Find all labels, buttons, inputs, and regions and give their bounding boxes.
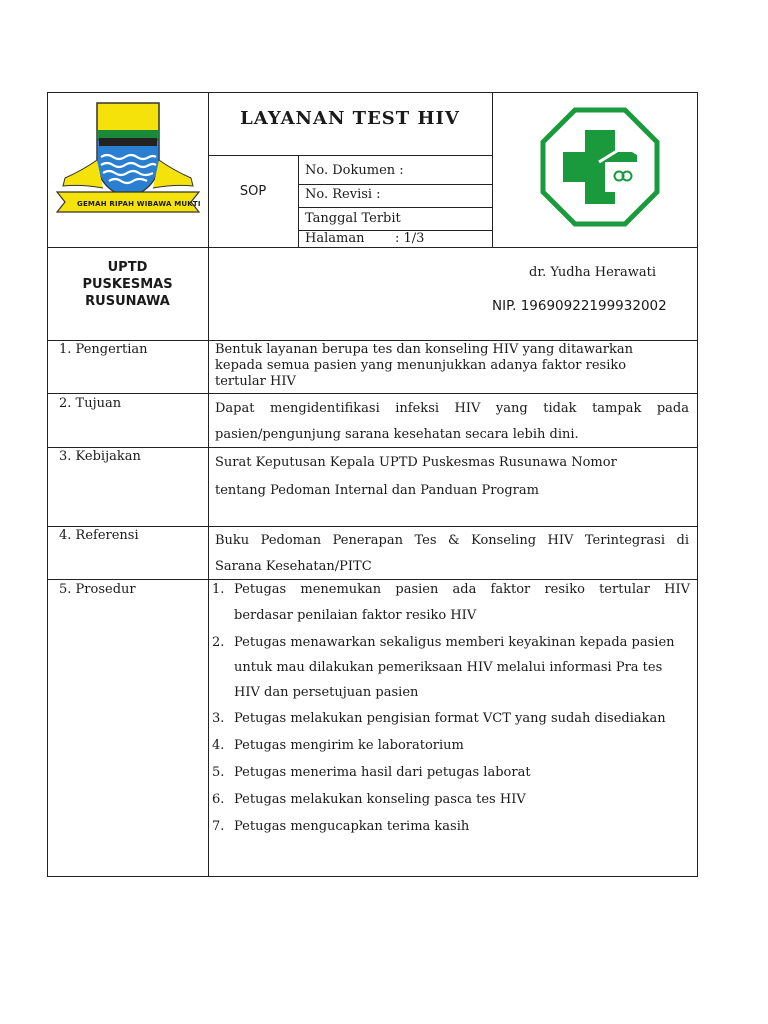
- prosedur-step-number: 2.: [212, 635, 225, 650]
- prosedur-step-line: Petugas melakukan pengisian format VCT yang sudah disediakan: [234, 711, 666, 726]
- meta-line-2: [298, 207, 492, 208]
- pengertian-line: Bentuk layanan berupa tes dan konseling HIV yang ditawarkan: [215, 342, 634, 357]
- org-line-2: PUSKESMAS: [82, 277, 173, 292]
- meta-line-1: [298, 184, 492, 185]
- border-row1-bottom: [47, 393, 698, 394]
- prosedur-step-number: 1.: [212, 582, 225, 597]
- section-label-tujuan: 2. Tujuan: [59, 396, 122, 411]
- emblem-ribbon-text: GEMAH RIPAH WIBAWA MUKTI: [77, 200, 201, 208]
- pengertian-text: [215, 342, 633, 390]
- sop-document: [47, 92, 698, 877]
- prosedur-step-line: Petugas menawarkan sekaligus memberi keyakinan kepada pasien: [234, 635, 675, 650]
- halaman-value: : 1/3: [395, 231, 425, 246]
- border-right: [697, 92, 698, 877]
- column-divider: [208, 92, 209, 877]
- kebijakan-line: Surat Keputusan Kepala UPTD Puskesmas Rusunawa Nomor: [215, 455, 617, 470]
- section-label-referensi: 4. Referensi: [59, 528, 139, 543]
- border-bottom: [47, 876, 698, 877]
- tujuan-text: [215, 396, 689, 448]
- prosedur-step-line: Petugas mengucapkan terima kasih: [234, 819, 470, 834]
- border-top: [47, 92, 698, 93]
- prosedur-step-number: 5.: [212, 765, 225, 780]
- prosedur-step-line: Petugas menerima hasil dari petugas laborat: [234, 765, 531, 780]
- prosedur-step-number: 4.: [212, 738, 225, 753]
- border-org-bottom: [47, 340, 698, 341]
- signer-nip: NIP. 19690922199932002: [492, 298, 667, 314]
- kebijakan-line: tentang Pedoman Internal dan Panduan Program: [215, 483, 539, 498]
- section-label-kebijakan: 3. Kebijakan: [59, 449, 141, 464]
- pengertian-line: tertular HIV: [215, 374, 296, 389]
- signer-name: dr. Yudha Herawati: [529, 265, 657, 280]
- tujuan-line: pasien/pengunjung sarana kesehatan secara lebih dini.: [215, 427, 579, 442]
- referensi-text: [215, 528, 689, 580]
- tanggal-terbit-label: Tanggal Terbit: [305, 211, 401, 226]
- border-left: [47, 92, 48, 877]
- prosedur-step-line: Petugas mengirim ke laboratorium: [234, 738, 464, 753]
- tujuan-line: Dapat mengidentifikasi infeksi HIV yang tidak tampak pada: [215, 401, 689, 416]
- halaman-label: Halaman: [305, 231, 365, 246]
- no-dokumen-label: No. Dokumen :: [305, 163, 404, 178]
- pengertian-line: kepada semua pasien yang menunjukkan adanya faktor resiko: [215, 358, 627, 373]
- border-header-bottom: [47, 247, 698, 248]
- section-label-pengertian: 1. Pengertian: [59, 342, 148, 357]
- border-row3-bottom: [47, 526, 698, 527]
- prosedur-step-line: untuk mau dilakukan pemeriksaan HIV melalui informasi Pra tes: [234, 660, 663, 675]
- org-line-1: UPTD: [107, 260, 148, 275]
- no-revisi-label: No. Revisi :: [305, 187, 381, 202]
- prosedur-step-line: Petugas menemukan pasien ada faktor resiko tertular HIV: [234, 582, 690, 597]
- prosedur-step-line: berdasar penilaian faktor resiko HIV: [234, 608, 477, 623]
- prosedur-step-number: 6.: [212, 792, 225, 807]
- sop-divider: [298, 155, 299, 247]
- prosedur-step-number: 7.: [212, 819, 225, 834]
- puskesmas-logo: [535, 102, 665, 232]
- kebijakan-text: [215, 449, 617, 505]
- section-label-prosedur: 5. Prosedur: [59, 582, 136, 597]
- title-bottom: [208, 155, 492, 156]
- referensi-line: Sarana Kesehatan/PITC: [215, 559, 372, 574]
- prosedur-step-line: Petugas melakukan konseling pasca tes HIV: [234, 792, 526, 807]
- logo-divider: [492, 92, 493, 247]
- page-title: LAYANAN TEST HIV: [240, 108, 460, 129]
- sop-label: SOP: [239, 184, 267, 199]
- org-line-3: RUSUNAWA: [85, 294, 170, 309]
- prosedur-step-line: HIV dan persetujuan pasien: [234, 685, 419, 700]
- prosedur-step-number: 3.: [212, 711, 225, 726]
- referensi-line: Buku Pedoman Penerapan Tes & Konseling HIV Terintegrasi di: [215, 533, 689, 548]
